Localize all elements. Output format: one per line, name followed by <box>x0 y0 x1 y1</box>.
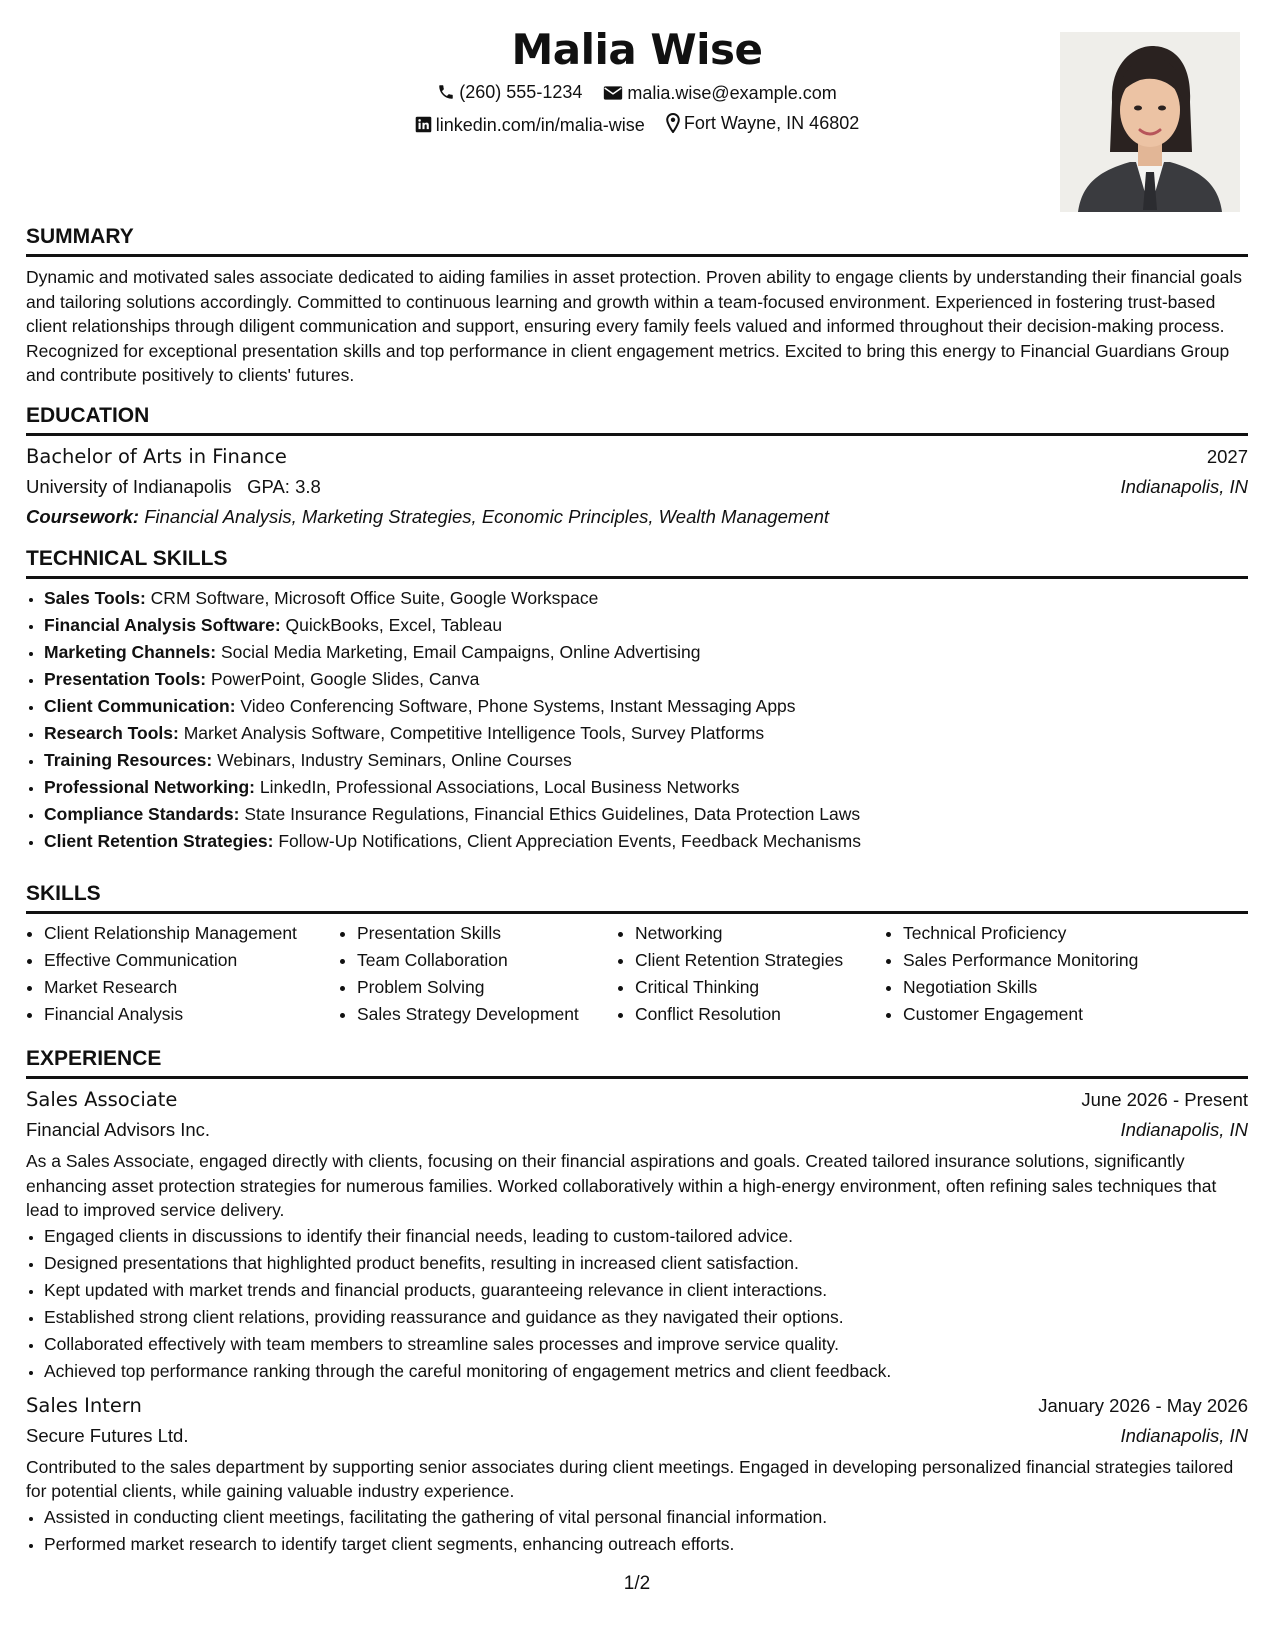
location-text: Fort Wayne, IN 46802 <box>683 113 860 133</box>
list-item: • Research Tools: Market Analysis Software, Competitive Intelligence Tools, Survey Platforms <box>44 720 1248 747</box>
experience-section <box>26 1046 1248 1558</box>
skills-column-3 <box>617 920 885 1028</box>
technical-skills-section <box>26 546 1248 855</box>
graduation-year: 2027 <box>1206 446 1248 467</box>
list-item: • Performed market research to identify target client segments, enhancing outreach efforts. <box>44 1531 1248 1558</box>
job-company: Secure Futures Ltd. <box>26 1424 189 1446</box>
summary-text: Dynamic and motivated sales associate dedicated to aiding families in asset protection. Proven ability to engage clients by understanding their financial goals and tailoring solutions accordingly. Committed to continuous learning and growth within a team-focused environment. Experienced in fostering trust-based client relationships through diligent communication and support, ensuring every family feels valued and informed throughout their decision-making process. Recognized for exceptional presentation skills and top performance in client engagement metrics. Excited to bring this energy to Financial Guardians Group and contribute positively to clients' futures. <box>26 267 1242 385</box>
contact-linkedin[interactable] <box>415 113 645 137</box>
list-item: • Presentation Tools: PowerPoint, Google Slides, Canva <box>44 666 1248 693</box>
list-item: • Compliance Standards: State Insurance Regulations, Financial Ethics Guidelines, Data Protection Laws <box>44 801 1248 828</box>
list-item: • Achieved top performance ranking through the careful monitoring of engagement metrics and client feedback. <box>44 1358 1248 1385</box>
list-item: • Problem Solving <box>357 974 617 1001</box>
technical-skills-heading: TECHNICAL SKILLS <box>26 546 1248 579</box>
skills-section <box>26 881 1248 1028</box>
summary-heading: SUMMARY <box>26 224 1248 257</box>
experience-heading: EXPERIENCE <box>26 1046 1248 1079</box>
education-school-row <box>26 472 1248 502</box>
technical-skills-list <box>26 585 1248 855</box>
job-location: Indianapolis, IN <box>1120 1424 1248 1446</box>
resume-page <box>26 0 1248 1650</box>
job-company: Financial Advisors Inc. <box>26 1119 211 1140</box>
education-degree-row <box>26 442 1248 472</box>
gpa: GPA: 3.8 <box>247 476 321 497</box>
list-item: • Engaged clients in discussions to identify their financial needs, leading to custom-tailored advice. <box>44 1223 1248 1250</box>
summary-section <box>26 224 1248 388</box>
list-item: • Technical Proficiency <box>903 920 1203 947</box>
education-section <box>26 403 1248 532</box>
list-item: • Client Relationship Management <box>44 920 339 947</box>
coursework-label: Coursework: <box>26 506 140 527</box>
job-role: Sales Associate <box>26 1088 178 1111</box>
list-item: • Financial Analysis <box>44 1001 339 1028</box>
contact-location <box>666 111 859 135</box>
page-number: 1/2 <box>623 1573 651 1594</box>
list-item: • Collaborated effectively with team members to streamline sales processes and improve service quality. <box>44 1331 1248 1358</box>
list-item: • Assisted in conducting client meetings, facilitating the gathering of vital personal financial information. <box>44 1504 1248 1531</box>
list-item: • Critical Thinking <box>635 974 885 1001</box>
phone-text: (260) 555-1234 <box>459 82 583 102</box>
coursework-list: Financial Analysis, Marketing Strategies, Economic Principles, Wealth Management <box>144 506 830 527</box>
list-item: • Sales Strategy Development <box>357 1001 617 1028</box>
list-item: • Conflict Resolution <box>635 1001 885 1028</box>
skills-column-4 <box>885 920 1203 1028</box>
job-entry <box>26 1391 1248 1558</box>
education-heading: EDUCATION <box>26 403 1248 436</box>
resume-header <box>26 0 1248 218</box>
list-item: • Sales Performance Monitoring <box>903 947 1203 974</box>
email-text: malia.wise@example.com <box>627 83 837 103</box>
job-company-row <box>26 1421 1248 1451</box>
contact-phone[interactable] <box>437 80 582 104</box>
job-description: As a Sales Associate, engaged directly with clients, focusing on their financial aspirations and goals. Created tailored insurance solutions, significantly enhancing asset protection strategies for numerous families. Worked collaboratively within a high-energy environment, often refining sales techniques that lead to improved service delivery. <box>26 1151 1217 1220</box>
school-name: University of Indianapolis <box>26 476 232 497</box>
coursework-line <box>26 502 1248 532</box>
job-dates: June 2026 - Present <box>1081 1089 1248 1110</box>
skills-grid <box>26 920 1248 1028</box>
profile-photo <box>1060 32 1240 212</box>
list-item: • Customer Engagement <box>903 1001 1203 1028</box>
list-item: • Client Retention Strategies: Follow-Up Notifications, Client Appreciation Events, Feedback Mechanisms <box>44 828 1248 855</box>
skills-column-1 <box>26 920 339 1028</box>
list-item: • Marketing Channels: Social Media Marketing, Email Campaigns, Online Advertising <box>44 639 1248 666</box>
job-role: Sales Intern <box>26 1393 142 1417</box>
list-item: • Presentation Skills <box>357 920 617 947</box>
list-item: • Team Collaboration <box>357 947 617 974</box>
contact-email[interactable] <box>603 81 836 105</box>
skills-column-2 <box>339 920 617 1028</box>
linkedin-text: linkedin.com/in/malia-wise <box>435 114 645 135</box>
list-item: • Kept updated with market trends and financial products, guaranteeing relevance in client interactions. <box>44 1277 1248 1304</box>
list-item: • Training Resources: Webinars, Industry Seminars, Online Courses <box>44 747 1248 774</box>
phone-icon <box>437 83 455 101</box>
list-item: • Financial Analysis Software: QuickBooks, Excel, Tableau <box>44 612 1248 639</box>
job-title-row <box>26 1085 1248 1115</box>
envelope-icon <box>603 85 623 101</box>
school-info <box>26 472 321 502</box>
school-location: Indianapolis, IN <box>1120 476 1248 497</box>
job-dates: January 2026 - May 2026 <box>1038 1394 1248 1416</box>
list-item: • Effective Communication <box>44 947 339 974</box>
job-description: Contributed to the sales department by supporting senior associates during client meetings. Engaged in developing personalized financial strategies tailored for potential clients, while gaining valuable industry experience. <box>26 1456 1234 1501</box>
job-bullets <box>26 1504 1248 1558</box>
job-title-row <box>26 1391 1248 1421</box>
list-item: • Market Research <box>44 974 339 1001</box>
list-item: • Designed presentations that highlighted product benefits, resulting in increased client satisfaction. <box>44 1250 1248 1277</box>
list-item: • Client Retention Strategies <box>635 947 885 974</box>
map-pin-icon <box>666 113 680 133</box>
degree-title: Bachelor of Arts in Finance <box>26 445 287 468</box>
job-company-row <box>26 1115 1248 1145</box>
job-entry <box>26 1085 1248 1385</box>
job-bullets <box>26 1223 1248 1385</box>
list-item: • Client Communication: Video Conferencing Software, Phone Systems, Instant Messaging Apps <box>44 693 1248 720</box>
list-item: • Negotiation Skills <box>903 974 1203 1001</box>
candidate-name: Malia Wise <box>511 25 763 74</box>
job-location: Indianapolis, IN <box>1120 1119 1248 1140</box>
linkedin-icon <box>415 116 432 133</box>
skills-heading: SKILLS <box>26 881 1248 914</box>
list-item: • Professional Networking: LinkedIn, Professional Associations, Local Business Networks <box>44 774 1248 801</box>
list-item: • Networking <box>635 920 885 947</box>
list-item: • Sales Tools: CRM Software, Microsoft Office Suite, Google Workspace <box>44 585 1248 612</box>
list-item: • Established strong client relations, providing reassurance and guidance as they navigated their options. <box>44 1304 1248 1331</box>
